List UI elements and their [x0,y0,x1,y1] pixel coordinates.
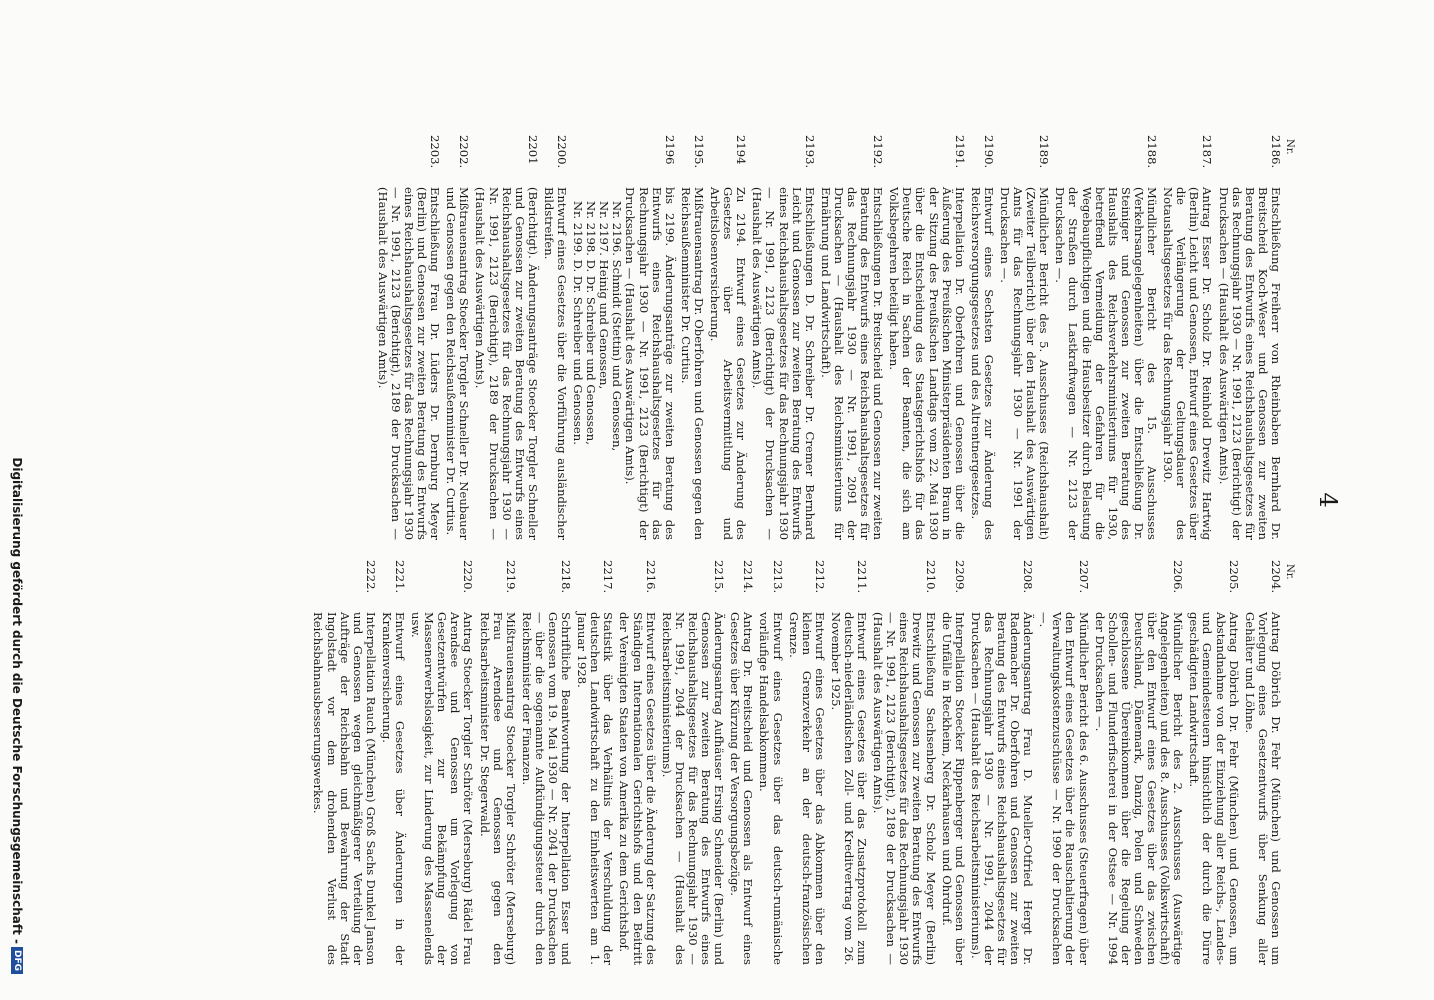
entry-text: bis 2199. Änderungsanträge zur zweiten Beratung des Entwurfs eines Reichshaushaltsgesetzes für das Rechnungsjahr 1930 — Nr. 1991, 2123 (Berichtigt) der Drucksachen — (Haushalt des Auswärtigen Amts). [623,187,677,540]
entry-text-block [376,187,441,540]
document-entry [473,135,538,540]
document-entry [940,560,966,965]
entry-number: 2212. [812,560,827,594]
entry-text-block [728,612,754,965]
left-entry-list [376,135,1282,540]
footer-text: Digitalisierung gefördert durch die Deutsche Forschungsgemeinschaft - [10,457,24,944]
entry-text-block [409,612,474,965]
document-entry [575,560,614,965]
entry-text: Zu 2194. Entwurf eines Gesetzes zur Änderung des Gesetzes über Arbeitsvermittlung und Arbeitslosenversicherung. [708,187,749,540]
entry-text-block [520,612,572,965]
entry-text-block [819,187,884,540]
document-entry [1161,135,1213,540]
document-entry [787,560,826,965]
entry-text: Antrag Esser Dr. Scholz Dr. Reinhold Drewitz Hartwig (Berlin) Leicht und Genossen, Entwurf eines Gesetzes über die Verlängerung der Geltungsdauer des Notaushaltsgesetzes für das Rechnungsjahr 1930. [1161,187,1215,540]
entry-number: 2209. [952,560,967,594]
entry-number: 2192. [871,135,886,169]
entry-text: (Berichtigt). Änderungsanträge Stoecker Torgler Schneller und Genossen zur zweiten Beratung des Entwurfs eines Reichshaushaltsgesetzes für das Rechnungsjahr 1930 — Nr. 1991, 2123 (Berichtigt), 2189 der Drucksachen — (Haushalt des Auswärtigen Amts). [473,187,540,540]
entry-number: 2187. [1200,135,1215,169]
entry-text: Entwurf eines Gesetzes über die Änderung der Satzung des Ständigen Internationalen Gerichtshofs und den Beitritt der Vereinigten Staaten von Amerika zu dem Gerichtshof. [617,612,658,965]
document-entry [750,135,815,540]
document-entry [1093,560,1185,965]
entry-number: 2205. [1226,560,1241,594]
entry-number: 2221. [393,560,407,594]
right-column [308,560,1296,965]
entry-text: Entwurf eines Gesetzes über das deutsch-rumänische vorläufige Handelsabkommen. [757,612,785,965]
entry-text-block [617,612,656,965]
document-entry [1243,560,1282,965]
entry-text-block [708,187,747,540]
entry-text-block [787,612,826,965]
entry-text-block [969,612,1034,965]
entry-text-block [380,612,406,965]
entry-text-block [757,612,783,965]
entry-text: Entschließungen Dr. Breitscheid und Genossen zur zweiten Beratung des Entwurfs eines Reichshaushaltsgesetzes für das Rechnungsjahr 1930 — Nr. 1991, 2091 der Drucksachen — (Haushalt des Reichsministeriums für Ernährung und Landwirtschaft). [818,187,886,540]
document-entry [969,135,995,540]
entry-number: 2203. [428,135,443,169]
entry-number: 2201 [525,135,540,165]
entry-number: 2207. [1076,560,1091,594]
entry-text-block [969,187,995,540]
entry-text-block [1243,612,1282,965]
entry-number: 2196 [662,135,677,165]
entry-number: 2195. [691,135,706,169]
document-entry [660,560,725,965]
entry-number: 2186. [1268,135,1283,169]
entry-text-block [679,187,705,540]
document-entry [520,560,572,965]
entry-text: Entschließungen D. Dr. Schreiber Dr. Cremer Bernhard Leicht und Genossen zur zweiten Beratung des Entwurfs eines Reichshaushaltsgesetzes für das Rechnungsjahr 1930 — Nr. 1991, 2123 (Berichtigt) der Drucksachen — (Haushalt des Auswärtigen Amts). [750,187,817,540]
entry-text: Antrag Stoecker Torgler Schröter (Merseburg) Rädel Frau Arendsee und Genossen um Vorlegung von Gesetzentwürfen zur Bekämpfung der Massenerwerbslosigkeit, zur Linderung des Massenelends usw. [409,612,476,965]
document-entry [380,560,406,965]
document-entry [679,135,705,540]
entry-text: Entwurf eines Gesetzes über die Vorführung ausländischer Bildstreifen. [541,187,570,540]
left-column [373,135,1296,540]
entry-text-block [1216,187,1281,540]
entry-text: Mündlicher Bericht des 15. Ausschusses (Verkehrsangelegenheiten) über die Entschließung Dr. Steiniger und Genossen zur zweiten Beratung des Haushalts des Reichsverkehrsministeriums für 1930, betreffend Vermeidung der Gefahren für die Wegebaupflichtigen und die Hausbesitzer durch Belastung der Straßen durch Lastkraftwagen — Nr. 2123 der Drucksachen —. [1053,187,1160,540]
entry-text: Interpellation Dr. Oberfohren und Genossen über die Äußerung des Preußischen Ministerpräsidenten Braun in der Sitzung des Preußischen Landtags vom 22. Mai 1930 über die Entscheidung des Staatsgerichtshofs für das Deutsche Reich in Sachen der Beamten, die sich am Volksbegehren beteiligt haben. [887,187,967,540]
column-header: Nr. [1284,139,1295,155]
document-entry [998,135,1050,540]
document-entry [829,560,868,965]
entry-text-block [998,187,1050,540]
document-entry [1037,560,1089,965]
entry-text-block [1053,187,1158,540]
entry-text-block [940,612,966,965]
document-entry [708,135,747,540]
entry-number: 2215. [712,560,727,594]
entry-number: 2222. [363,560,378,594]
entry-number: 2191. [952,135,967,169]
document-entry [887,135,966,540]
entry-number: 2190. [981,135,996,169]
entry-text-block [660,612,725,965]
document-entry [1216,135,1281,540]
entry-number: 2213. [770,560,785,594]
entry-text: Entschließung Freiherr von Rheinbaben Bernhard Dr. Breitscheid Koch-Weser und Genossen zur zweiten Beratung des Entwurfs eines Reichshaushaltsgesetzes für das Rechnungsjahr 1930 — Nr. 1991, 2123 (Berichtigt) der Drucksachen — (Haushalt des Auswärtigen Amts). [1216,187,1283,540]
document-entry [969,560,1034,965]
entry-text-block [1093,612,1185,965]
entry-text-block [311,612,376,965]
entry-number: 2216. [643,560,658,594]
entry-text: Interpellation Stoecker Rippenberger und Genossen über die Unfälle in Reckheim, Neckarhausen und Ohrdruf. [939,612,967,965]
entry-number: 2219. [503,560,518,594]
dfg-logo: DFG [11,947,23,974]
entry-number: 2208. [1021,560,1036,594]
entry-text: Mißtrauensantrag Dr. Oberfohren und Genossen gegen den Reichsaußenminister Dr. Curtius. [678,187,706,540]
entry-text-block [571,187,676,540]
document-entry [542,135,568,540]
entry-text: Mündlicher Bericht des 6. Ausschusses (Steuerfragen) über den Entwurf eines Gesetzes über die Rauschaltierung der Verwaltungskostenzuschüsse — Nr. 1990 der Drucksachen —. [1037,612,1091,965]
entry-number: 2220. [461,560,476,594]
document-entry [1187,560,1239,965]
page-number: 4 [1314,492,1342,508]
document-entry [571,135,676,540]
entry-number: 2210. [923,560,938,594]
document-entry [1053,135,1158,540]
entry-text: Antrag Dr. Breitscheid und Genossen als Entwurf eines Gesetzes über Kürzung der Versorgungsbezüge. [728,612,756,965]
entry-text: Entschließung Frau Dr. Lüders Dr. Dernburg Meyer (Berlin) und Genossen zur zweiten Beratung des Entwurfs eines Reichshaushaltsgesetzes für das Rechnungsjahr 1930 — Nr. 1991, 2123 (Berichtigt), 2189 der Drucksachen — (Haushalt des Auswärtigen Amts). [375,187,443,540]
entry-number: 2202. [457,135,472,169]
entry-sub-item: Nr. 2197. Heinig und Genossen, [597,201,612,390]
entry-text: Mißtrauensantrag Stoecker Torgler Schneller Dr. Neubauer und Genossen gegen den Reichsaußenminister Dr. Curtius. [444,187,472,540]
entry-text: Änderungsantrag Frau D. Mueller-Otfried Hergt Dr. Rademacher Dr. Oberfohren und Genossen zur zweiten Beratung des Entwurfs eines Reichshaushaltsgesetzes für das Rechnungsjahr 1930 — Nr. 1991, 2044 der Drucksachen — (Haushalt des Reichsarbeitsministeriums). [968,612,1036,965]
document-entry [477,560,516,965]
entry-text: Änderungsantrag Aufhäuser Ersing Schneider (Berlin) und Genossen zur zweiten Beratung des Entwurfs eines Reichshaushaltsgesetzes für das Rechnungsjahr 1930 — Nr. 1991, 2044 der Drucksachen — (Haushalt des Reichsarbeitsministeriums). [659,612,727,965]
entry-sub-item: Nr. 2198. D. Dr. Schreiber und Genossen, [584,201,599,445]
entry-text: Entwurf eines Sechsten Gesetzes zur Änderung des Reichsversorgungsgesetzes und des Altrentnergesetzes. [968,187,996,540]
entry-text: Schriftliche Beantwortung der Interpellation Esser und Genossen vom 19. Mai 1930 — Nr. 2041 der Drucksachen — über die sogenannte Aufkündigungssteuer durch den Reichsminister der Finanzen. [519,612,574,965]
right-entry-list [311,560,1282,965]
entry-number: 2214. [741,560,756,594]
entry-sub-item: Nr. 2199. D. Dr. Schreiber und Genossen. [571,201,586,445]
entry-text: Antrag Döbrich Dr. Fehr (München) und Genossen, um Abstandnahme von der Einziehung aller Reichs-, Landes- und Gemeindesteuern hinsichtlich der durch die Dürre geschädigten Landwirtschaft. [1187,612,1241,965]
document-entry [376,135,441,540]
entry-number: 2188. [1145,135,1160,169]
entry-number: 2193. [802,135,817,169]
entry-text-block [887,187,966,540]
entry-text-block [1161,187,1213,540]
entry-text-block [1187,612,1239,965]
entry-number: 2204. [1268,560,1283,594]
entry-text-block [871,612,936,965]
entry-number: 2189. [1037,135,1052,169]
document-entry [617,560,656,965]
document-entry [757,560,783,965]
entry-number: 2200. [555,135,570,169]
entry-text: Statistik über das Verhältnis der Verschuldung der deutschen Landwirtschaft zu den Einheitswerten am 1. Januar 1928. [575,612,616,965]
entry-text-block [477,612,516,965]
entry-number: 2211. [855,560,870,594]
document-entry [444,135,470,540]
document-entry [311,560,376,965]
document-entry [819,135,884,540]
entry-text: Antrag Döbrich Dr. Fehr (München) und Genossen um Vorlegung eines Gesetzentwurfs über Senkung aller Gehälter und Löhne. [1242,612,1283,965]
column-header: Nr. [1284,564,1295,580]
entry-number: 2206. [1171,560,1186,594]
entry-number: 2218. [559,560,574,594]
entry-text: Mündlicher Bericht des 2. Ausschusses (Auswärtige Angelegenheiten) und des 8. Ausschusses (Volkswirtschaft) über den Entwurf eines Gesetzes über das zwischen Deutschland, Dänemark, Danzig, Polen und Schweden geschlossene Übereinkommen über die Regelung der Schollen- und Flunderfischerei in der Ostsee — Nr. 1994 der Drucksachen —. [1092,612,1186,965]
entry-text-block [542,187,568,540]
entry-text-block [1037,612,1089,965]
digitization-footer [8,34,26,974]
entry-text: Entwurf eines Gesetzes über das Abkommen über den kleinen Grenzverkehr an der deutsch-französischen Grenze. [786,612,827,965]
entry-number: 2217. [601,560,616,594]
document-entry [409,560,474,965]
entry-text-block [473,187,538,540]
entry-text: Entwurf eines Gesetzes über das Zusatzprotokoll zum deutsch-niederländischen Zoll- und Kreditvertrag vom 26. November 1925. [828,612,870,965]
entry-text: Entschließung Sachsenberg Dr. Scholz Meyer (Berlin) Drewitz und Genossen zur zweiten Beratung des Entwurfs eines Reichshaushaltsgesetzes für das Rechnungsjahr 1930 — Nr. 1991, 2123 (Berichtigt), 2189 der Drucksachen — (Haushalt des Auswärtigen Amts). [871,612,938,965]
entry-text-block [750,187,815,540]
document-entry [728,560,754,965]
entry-text-block [444,187,470,540]
entry-text: Mündlicher Bericht des 5. Ausschusses (Reichshaushalt) (Zweiter Teilbericht) über den Haushalt des Auswärtigen Amts für das Rechnungsjahr 1930 — Nr. 1991 der Drucksachen —. [998,187,1052,540]
entry-text-block [829,612,868,965]
document-entry [871,560,936,965]
entry-text: Interpellation Rauch (München) Groß Sachs Dunkel Janson und Genossen wegen gleichmäßigerer Verteilung der Aufträge der Reichsbahn und Bewahrung der Stadt Ingolstadt vor dem drohenden Verlust des Reichsbahnausbesserungswerkes. [311,612,378,965]
entry-number: 2194 [734,135,749,165]
entry-text: Entwurf eines Gesetzes über Änderungen in der Krankenversicherung. [379,612,407,965]
entry-text-block [575,612,614,965]
entry-text: Mißtrauensantrag Stoecker Torgler Schröter (Merseburg) Frau Arendsee und Genossen gegen den Reichsarbeitsminister Dr. Stegerwald. [477,612,518,965]
entry-sub-item: Nr. 2196. Schmidt (Stettin) und Genossen, [610,201,625,452]
